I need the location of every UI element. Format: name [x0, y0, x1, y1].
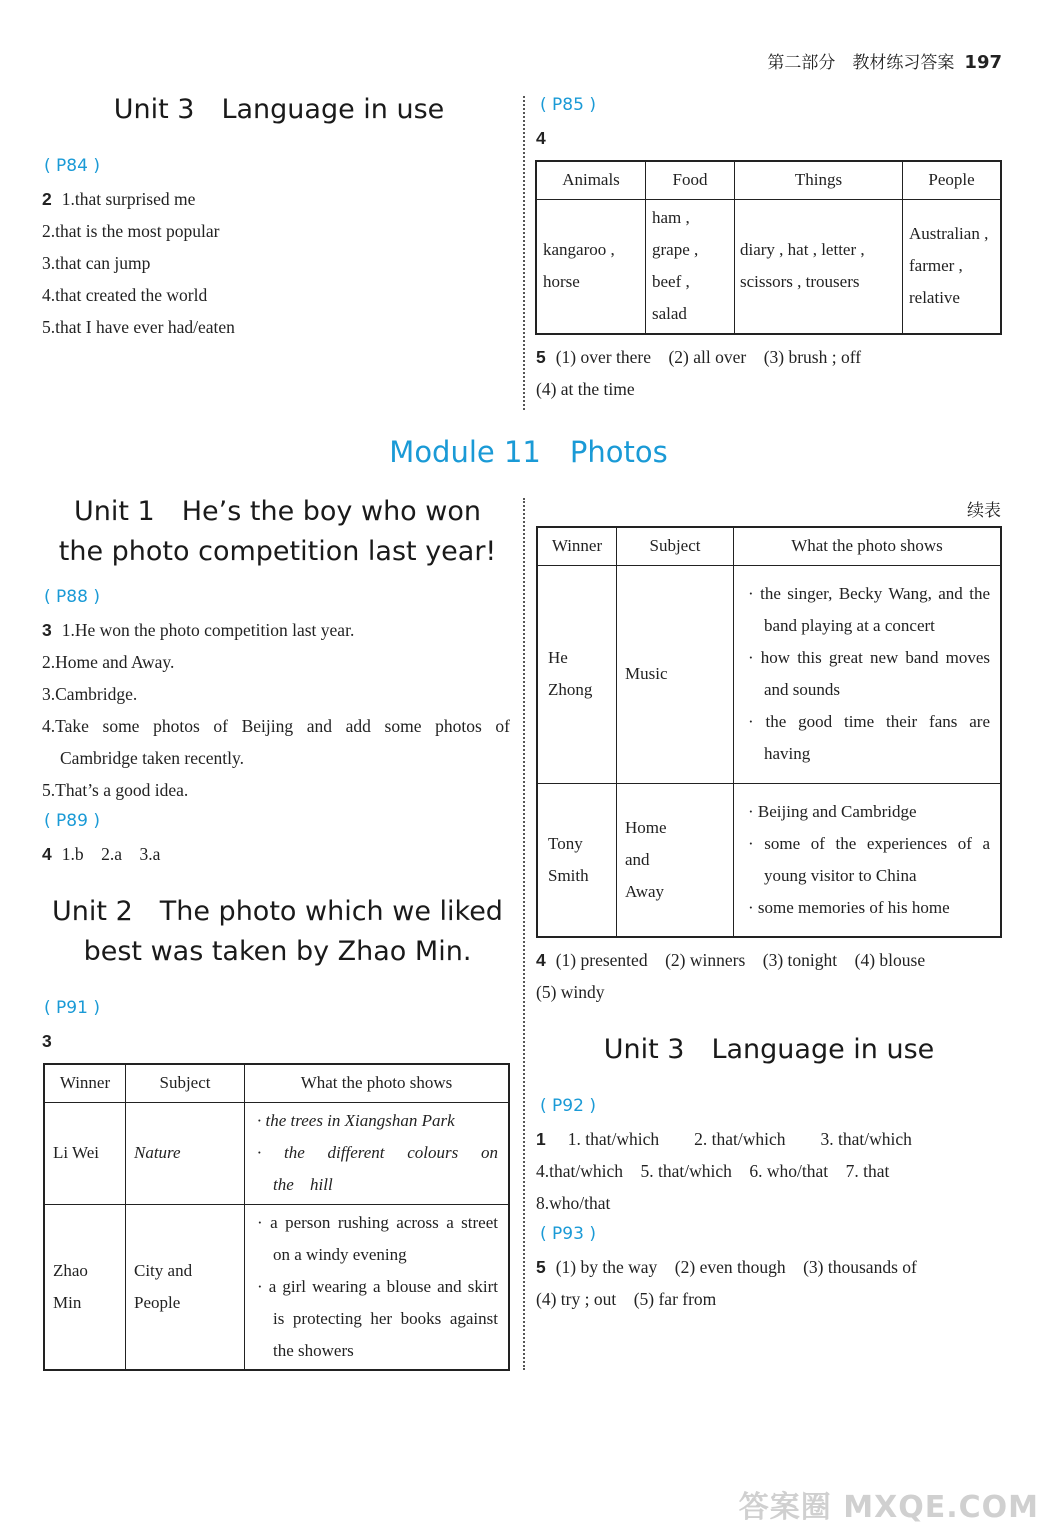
cell-line: salad [652, 304, 687, 324]
answer-line: 3.that can jump [42, 253, 151, 273]
question-number: 4 [536, 950, 546, 970]
title-line: Unit 2 The photo which we liked [52, 896, 503, 927]
bullet-item: · some memories of his home [764, 892, 990, 924]
page-ref-p92: ( P92 ) [540, 1096, 596, 1116]
table-cell: Nature [126, 1102, 245, 1204]
cell-line: City and People [134, 1260, 193, 1312]
answer-line: 5.that I have ever had/eaten [42, 317, 235, 337]
table-cell [734, 783, 1002, 937]
page-ref-p85: ( P85 ) [540, 95, 596, 115]
question-number: 3 [42, 620, 52, 640]
table-cell [126, 1204, 245, 1370]
table-header: Things [735, 161, 903, 199]
cell-line: beef , [652, 272, 690, 292]
watermark: 答案圈 MXQE.COM [738, 1490, 1039, 1525]
table-header: What the photo shows [734, 527, 1002, 565]
question-number: 4 [536, 128, 546, 148]
table-cell [245, 1204, 510, 1370]
title-line: the photo competition last year! [58, 536, 497, 567]
bullet-item: · Beijing and Cambridge [764, 796, 990, 828]
answer-line: (4) try ; out (5) far from [536, 1289, 717, 1309]
table-cell [646, 199, 735, 334]
cell-line: farmer , [909, 256, 963, 276]
answer-line: (1) presented (2) winners (3) tonight (4) blouse [555, 950, 926, 970]
table-header: Winner [44, 1064, 126, 1102]
table-header: Subject [617, 527, 734, 565]
answer-line: 4.that/which 5. that/which 6. who/that 7. that [536, 1161, 890, 1181]
answer-line: 3.Cambridge. [42, 684, 138, 704]
column-divider-top [523, 96, 525, 410]
answer-line: (5) windy [536, 982, 605, 1002]
answer-line: (1) by the way (2) even though (3) thousands of [555, 1257, 917, 1277]
table-header: People [903, 161, 1002, 199]
answer-line: 5.That’s a good idea. [42, 780, 189, 800]
cell-line: grape , [652, 240, 699, 260]
answer-line: 1.He won the photo competition last year. [61, 620, 355, 640]
title-line: best was taken by Zhao Min. [83, 936, 472, 967]
page-number: 197 [964, 52, 1002, 73]
table-cell [903, 199, 1002, 334]
bullet-item: · a person rushing across a street on a windy evening [273, 1207, 498, 1271]
table-cell [537, 783, 617, 937]
cell-line: relative [909, 288, 960, 308]
cell-line: Tony Smith [548, 833, 589, 885]
p88-answers [42, 614, 510, 806]
question-number: 1 [536, 1129, 546, 1149]
unit1-title [40, 492, 515, 572]
column-divider-bottom [523, 498, 525, 1370]
page-ref-p88: ( P88 ) [44, 587, 100, 607]
p89-answers [42, 838, 160, 870]
question-number: 5 [536, 1257, 546, 1277]
answer-line: 2.that is the most popular [42, 221, 220, 241]
section-label: 第二部分 教材练习答案 [767, 53, 955, 73]
unit3-title-bottom: Unit 3 Language in use [603, 1034, 935, 1065]
table-cell [245, 1102, 510, 1204]
answer-line: 1.that surprised me [61, 189, 196, 209]
bullet-item: · a girl wearing a blouse and skirt is protecting her books against the showers [273, 1271, 498, 1367]
page-header [767, 48, 1002, 73]
cell-line: Australian , [909, 224, 989, 244]
cell-line: scissors , trousers [740, 272, 860, 292]
answer-line: (4) at the time [536, 379, 635, 399]
page-ref-p84: ( P84 ) [44, 156, 100, 176]
answer-line: 2.Home and Away. [42, 652, 175, 672]
table-cell [537, 565, 617, 783]
page-ref-p93: ( P93 ) [540, 1224, 596, 1244]
table-header: Subject [126, 1064, 245, 1102]
p84-answers [42, 183, 235, 343]
cell-line: horse [543, 272, 580, 292]
table-cell [536, 199, 646, 334]
bullet-item: · the different colours on the hill [273, 1137, 498, 1201]
cell-line: Home and Away [625, 817, 667, 901]
table-header: Winner [537, 527, 617, 565]
continued-table [536, 526, 1002, 938]
table-cell [44, 1204, 126, 1370]
continued-label: 续表 [967, 501, 1001, 521]
table-header: What the photo shows [245, 1064, 510, 1102]
unit3-title-top: Unit 3 Language in use [113, 94, 445, 125]
page-ref-p91: ( P91 ) [44, 998, 100, 1018]
table-header: Food [646, 161, 735, 199]
answer-line: 4.that created the world [42, 285, 208, 305]
bullet-item: · the singer, Becky Wang, and the band playing at a concert [764, 578, 990, 642]
question-number: 3 [42, 1031, 52, 1051]
p92-answers [536, 1123, 912, 1219]
table-cell [734, 565, 1002, 783]
question-number: 5 [536, 347, 546, 367]
bullet-item: · the trees in Xiangshan Park [273, 1105, 498, 1137]
cell-line: ham , [652, 208, 690, 228]
table-cell: Li Wei [44, 1102, 126, 1204]
p91-q4 [536, 944, 925, 1008]
p85-q5 [536, 341, 861, 405]
module-title: Module 11 Photos [389, 435, 668, 469]
bullet-item: · the good time their fans are having [764, 706, 990, 770]
answer-line: 4.Take some photos of Beijing and add some photos of [42, 716, 510, 736]
answer-line: 1. that/which 2. that/which 3. that/which [567, 1129, 912, 1149]
table-cell [617, 783, 734, 937]
p91-table [43, 1063, 510, 1371]
page-ref-p89: ( P89 ) [44, 811, 100, 831]
table-cell: Music [617, 565, 734, 783]
p93-answers [536, 1251, 917, 1315]
p85-table [535, 160, 1002, 335]
answer-line: 1.b 2.a 3.a [61, 844, 161, 864]
table-header: Animals [536, 161, 646, 199]
cell-line: kangaroo , [543, 240, 615, 260]
answer-line: Cambridge taken recently. [60, 748, 244, 768]
bullet-item: · some of the experiences of a young visitor to China [764, 828, 990, 892]
question-number: 4 [42, 844, 52, 864]
unit2-title [40, 892, 515, 972]
table-cell [735, 199, 903, 334]
cell-line: Zhao Min [53, 1260, 88, 1312]
answer-line: (1) over there (2) all over (3) brush ; off [555, 347, 862, 367]
answer-line: 8.who/that [536, 1193, 611, 1213]
cell-line: diary , hat , letter , [740, 240, 865, 260]
cell-line: He Zhong [548, 648, 593, 699]
title-line: Unit 1 He’s the boy who won [74, 496, 481, 527]
bullet-item: · how this great new band moves and sounds [764, 642, 990, 706]
question-number: 2 [42, 189, 52, 209]
